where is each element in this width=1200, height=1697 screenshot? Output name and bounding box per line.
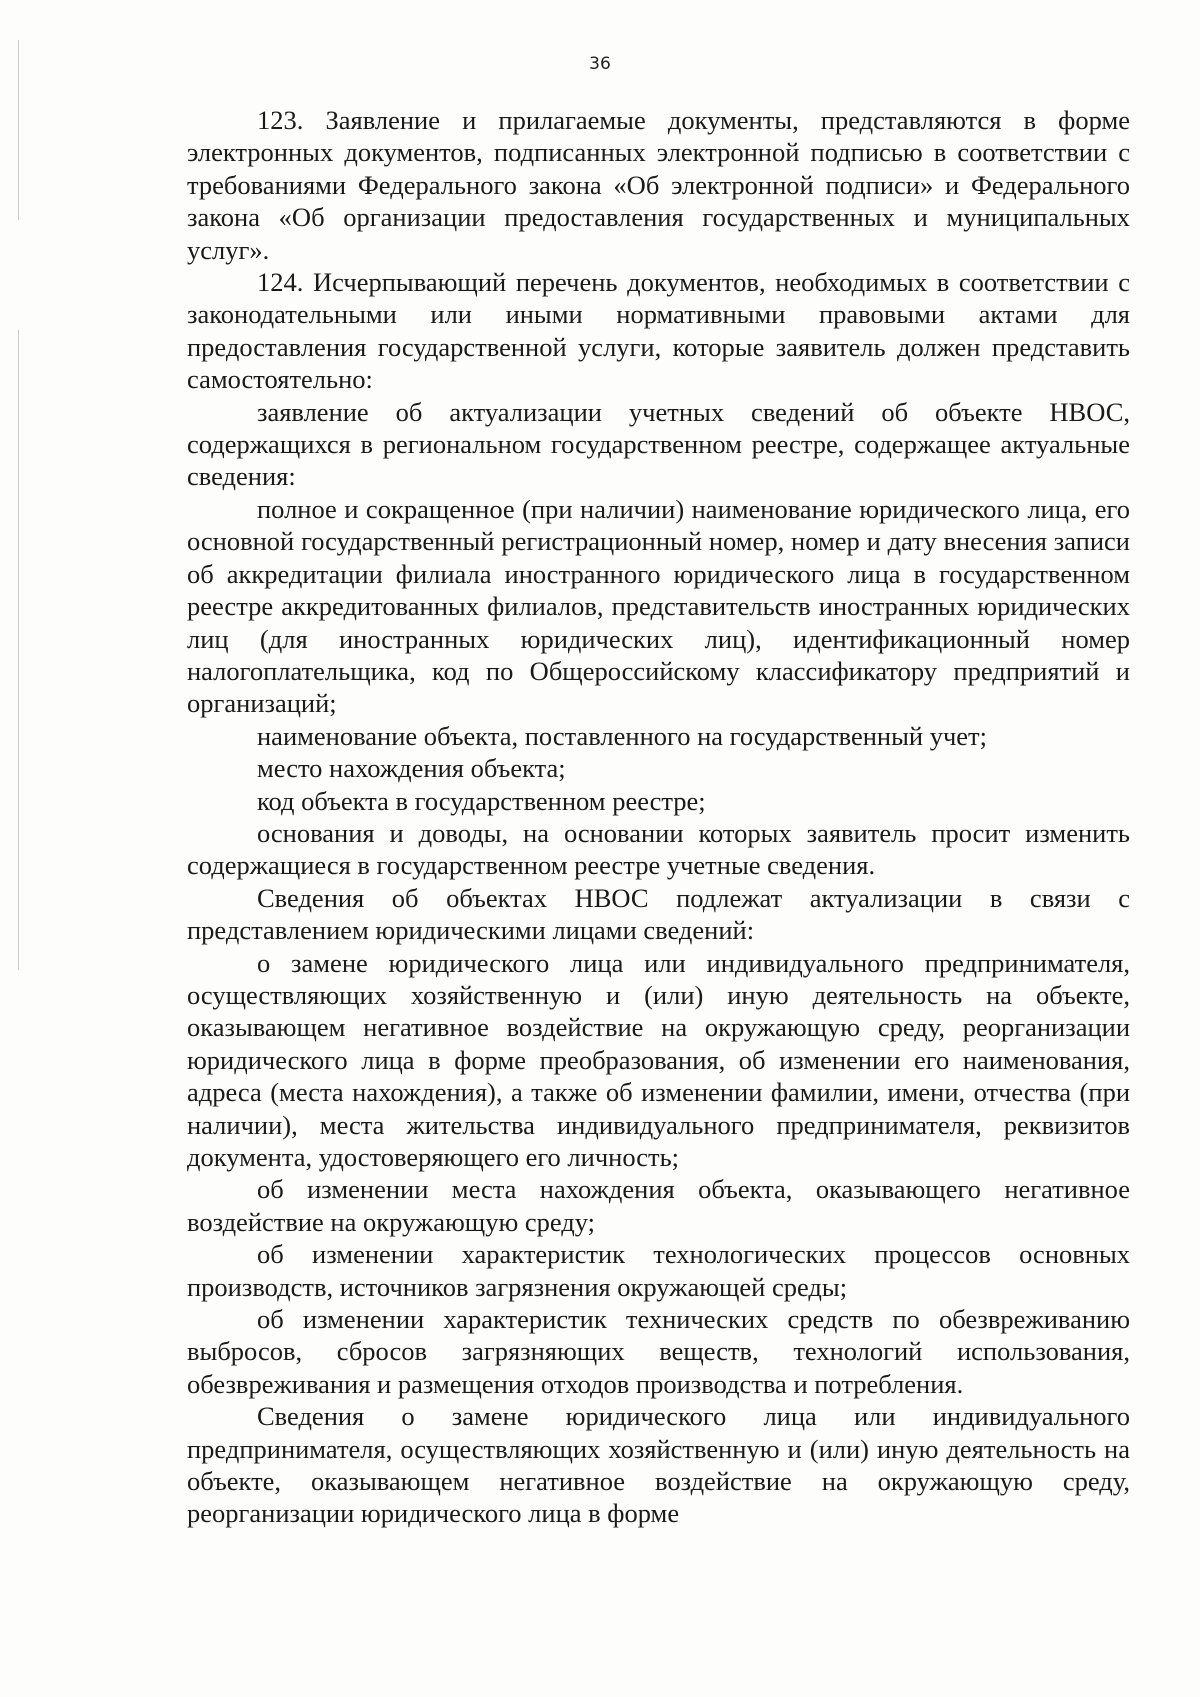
scan-edge-mark bbox=[18, 330, 19, 970]
paragraph-process-change: об изменении характеристик технологических процессов основных производств, источников загрязнения окружающей среды; bbox=[187, 1239, 1130, 1302]
paragraph-123: 123. Заявление и прилагаемые документы, представляются в форме электронных документов, подписанных электронной подписью в соответствии с требованиями Федерального закона «Об электронной подписи» и Федерального закона «Об организации предоставления государственных и муниципальных услуг». bbox=[187, 105, 1130, 265]
paragraph-object-name: наименование объекта, поставленного на государственный учет; bbox=[257, 720, 988, 751]
paragraph-grounds: основания и доводы, на основании которых заявитель просит изменить содержащиеся в государственном реестре учетные сведения. bbox=[187, 817, 1130, 881]
paragraph-legal-entity-name: полное и сокращенное (при наличии) наименование юридического лица, его основной государственный регистрационный номер, номер и дату внесения записи об аккредитации филиала иностранного юридического лица в государственном реестре аккредитованных филиалов, представительств иностранных юридических лиц (для иностранных юридических лиц), идентификационный номер налогоплательщика, код по Общероссийскому классификатору предприятий и организаций; bbox=[187, 493, 1130, 719]
paragraph-technical-means-change: об изменении характеристик технических средств по обезвреживанию выбросов, сбросов загрязняющих веществ, технологий использования, обезвреживания и размещения отходов производства и потребления. bbox=[187, 1304, 1130, 1399]
paragraph-object-code: код объекта в государственном реестре; bbox=[257, 785, 706, 816]
paragraph-replacement: о замене юридического лица или индивидуального предпринимателя, осуществляющих хозяйственную и (или) иную деятельность на объекте, оказывающем негативное воздействие на окружающую среду, реорганизации юридического лица в форме преобразования, об изменении его наименования, адреса (места нахождения), а также об изменении фамилии, имени, отчества (при наличии), места жительства индивидуального предпринимателя, реквизитов документа, удостоверяющего его личность; bbox=[187, 947, 1130, 1172]
document-body bbox=[187, 104, 1130, 1530]
paragraph-124: 124. Исчерпывающий перечень документов, необходимых в соответствии с законодательными или иными нормативными правовыми актами для предоставления государственной услуги, которые заявитель должен представить самостоятельно: bbox=[187, 267, 1130, 395]
paragraph-replacement-info: Сведения о замене юридического лица или индивидуального предпринимателя, осуществляющих хозяйственную и (или) иную деятельность на объекте, оказывающем негативное воздействие на окружающую среду, реорганизации юридического лица в форме bbox=[187, 1401, 1130, 1529]
paragraph-object-location: место нахождения объекта; bbox=[257, 753, 566, 784]
page-number: 36 bbox=[589, 54, 611, 74]
paragraph-location-change: об изменении места нахождения объекта, оказывающего негативное воздействие на окружающую среду; bbox=[187, 1174, 1130, 1237]
paragraph-nvos-update: Сведения об объектах НВОС подлежат актуализации в связи с представлением юридическими лицами сведений: bbox=[187, 882, 1130, 946]
paragraph-application: заявление об актуализации учетных сведений об объекте НВОС, содержащихся в региональном государственном реестре, содержащее актуальные сведения: bbox=[187, 396, 1130, 492]
